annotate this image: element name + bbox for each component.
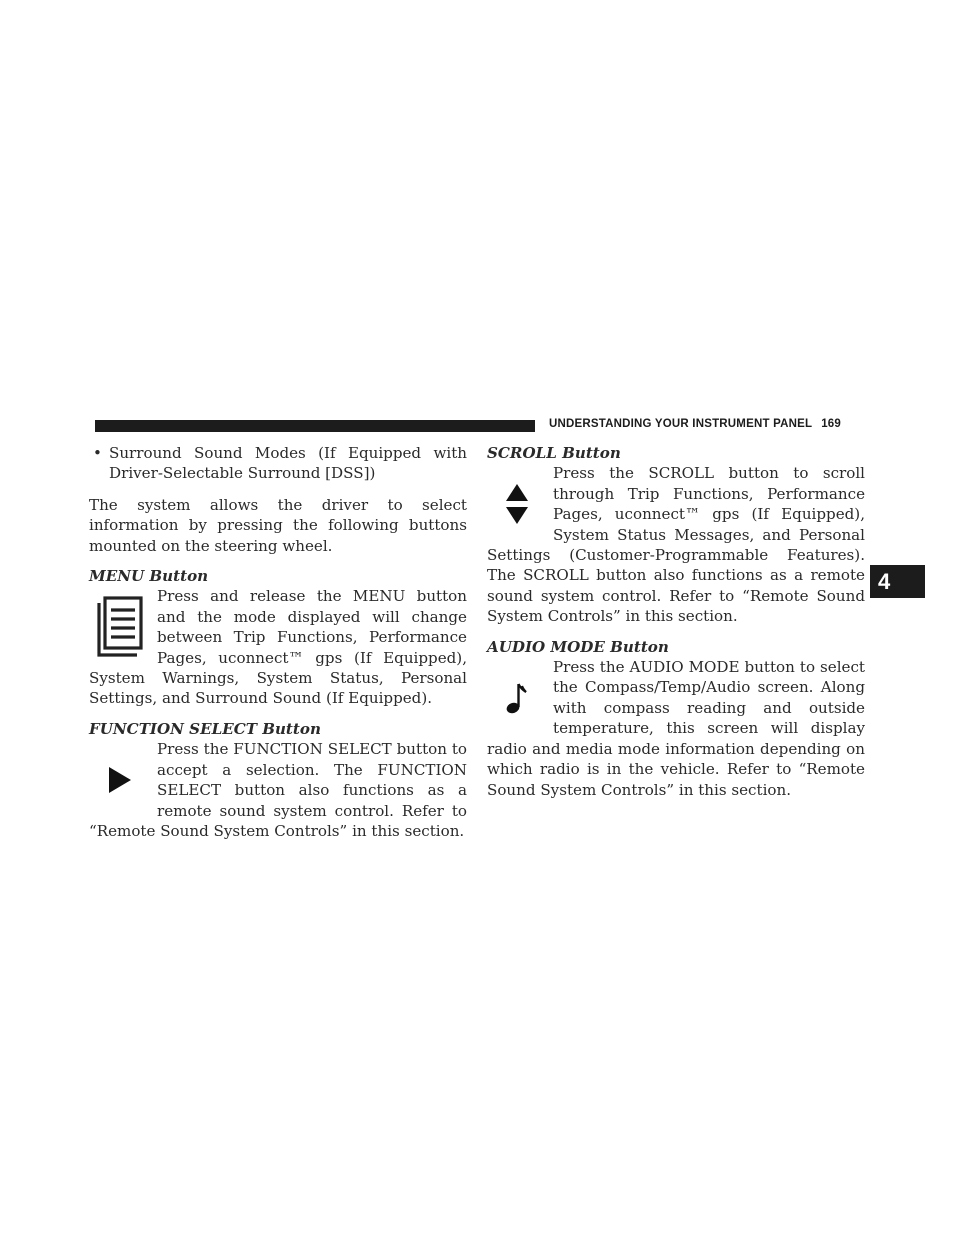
intro-paragraph: The system allows the driver to select information by pressing the following buttons mounted on the steering wheel. xyxy=(89,495,467,555)
chapter-tab: 4 xyxy=(870,565,925,598)
menu-button-heading: MENU Button xyxy=(89,567,209,586)
function-select-description xyxy=(89,739,467,841)
menu-button-description xyxy=(89,586,467,708)
bullet-item xyxy=(89,443,467,484)
audio-mode-heading: AUDIO MODE Button xyxy=(487,637,669,656)
page-number: 169 xyxy=(821,418,841,430)
scroll-button-description xyxy=(487,463,865,626)
header-title: UNDERSTANDING YOUR INSTRUMENT PANEL xyxy=(549,418,813,430)
function-select-body: Press the FUNCTION SELECT button to accept a selection. The FUNCTION SELECT button also functions as a remote sound system control. Refer to “Remote Sound System Controls” in this section. xyxy=(89,740,467,840)
music-note-icon xyxy=(487,657,547,738)
menu-button-section xyxy=(89,566,467,709)
play-triangle-icon xyxy=(89,739,151,820)
bullet-text: Surround Sound Modes (If Equipped with Driver-Selectable Surround [DSS]) xyxy=(109,444,467,483)
audio-mode-body: Press the AUDIO MODE button to select the Compass/Temp/Audio screen. Along with compass reading and outside temperature, this screen will display radio and media mode information depending on which radio is in the vehicle. Refer to “Remote Sound System Controls” in this section. xyxy=(487,658,865,799)
left-column xyxy=(89,443,467,851)
right-column xyxy=(487,443,865,810)
bullet-symbol: • xyxy=(93,444,102,462)
running-header xyxy=(549,418,841,430)
audio-mode-section xyxy=(487,637,865,800)
function-select-section xyxy=(89,719,467,841)
function-select-heading: FUNCTION SELECT Button xyxy=(89,719,321,738)
audio-mode-description xyxy=(487,657,865,800)
menu-list-icon xyxy=(89,586,151,667)
menu-button-body: Press and release the MENU button and the mode displayed will change between Trip Functions, Performance Pages, uconnect™ gps (If Equipped), System Warnings, System Status, Personal Settings, and Surround Sound (If Equipped). xyxy=(89,587,467,708)
scroll-button-heading: SCROLL Button xyxy=(487,444,621,462)
header-rule xyxy=(95,420,535,432)
up-down-arrows-icon xyxy=(487,463,547,544)
scroll-button-section xyxy=(487,443,865,627)
scroll-button-body: Press the SCROLL button to scroll through Trip Functions, Performance Pages, uconnect™ gps (If Equipped), System Status Messages, and Personal Settings (Customer-Programmable Features). The SCROLL button also functions as a remote sound system control. Refer to “Remote Sound System Controls” in this section. xyxy=(487,464,865,626)
